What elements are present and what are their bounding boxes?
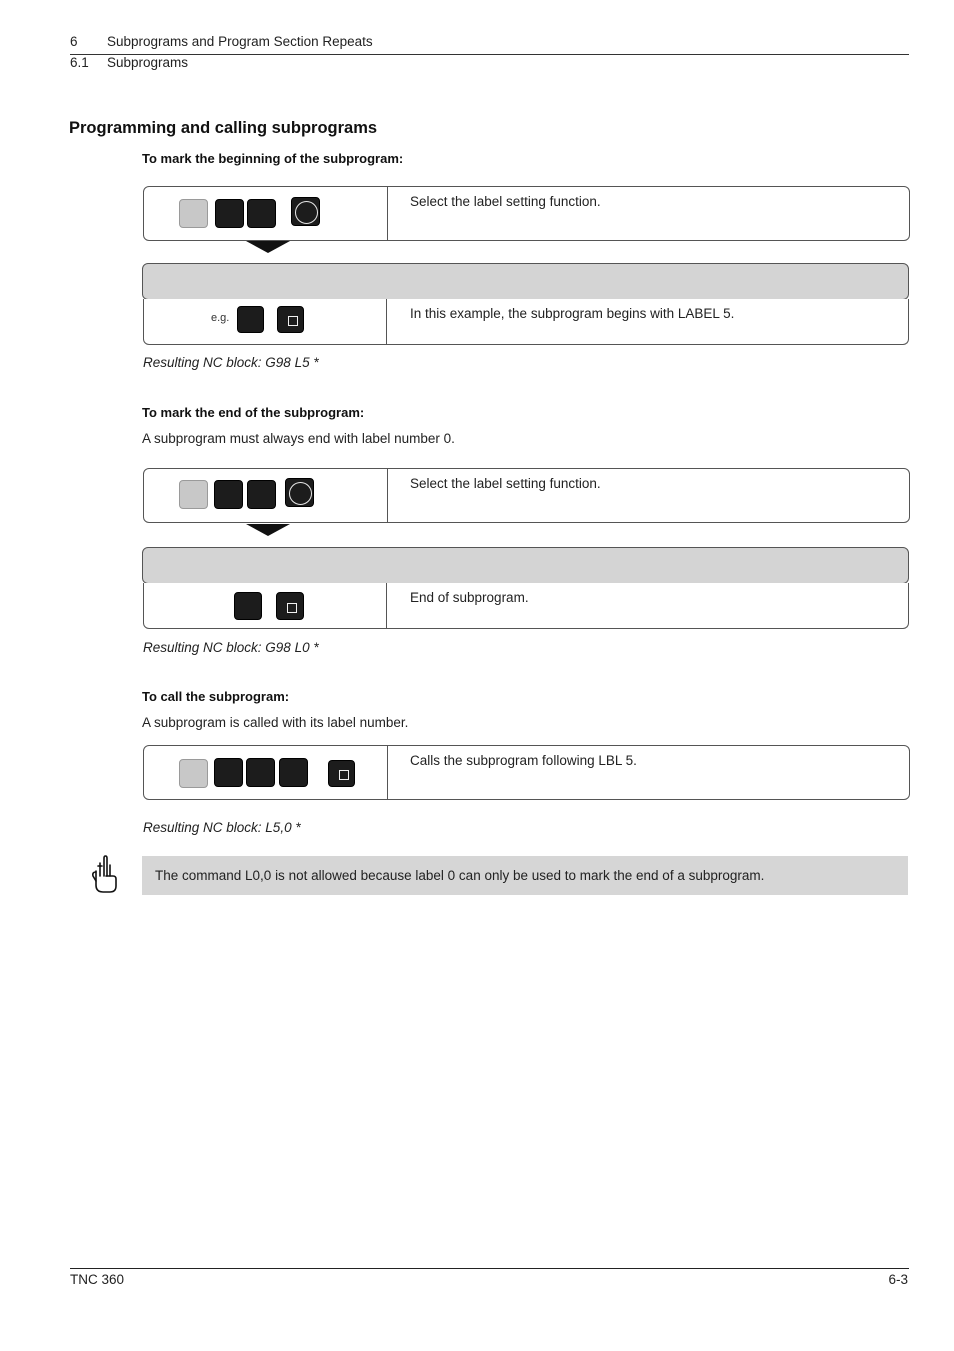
box-divider — [387, 187, 388, 240]
dark-key[interactable] — [279, 758, 308, 787]
note-box: The command L0,0 is not allowed because label 0 can only be used to mark the end of a subprogram. — [142, 856, 908, 895]
light-key[interactable] — [179, 199, 208, 228]
dark-key[interactable] — [214, 758, 243, 787]
resulting-block: Resulting NC block: G98 L0 * — [143, 640, 319, 655]
footer-product: TNC 360 — [70, 1272, 125, 1287]
page-title: Programming and calling subprograms — [69, 119, 378, 137]
dialog-bar — [142, 263, 909, 300]
dark-key[interactable] — [234, 592, 262, 620]
circle-key-icon[interactable] — [291, 197, 320, 226]
mark-end-heading: To mark the end of the subprogram: — [142, 405, 365, 420]
mark-begin-step1-box — [143, 186, 910, 241]
pointing-hand-icon — [88, 855, 120, 895]
circle-key-icon[interactable] — [285, 478, 314, 507]
dark-key[interactable] — [247, 199, 276, 228]
dialog-input-row — [143, 583, 909, 629]
section-number: 6.1 — [70, 55, 89, 70]
box-divider — [387, 469, 388, 522]
call-heading: To call the subprogram: — [142, 689, 290, 704]
chapter-number: 6 — [70, 34, 78, 49]
step-description: Select the label setting function. — [410, 194, 601, 209]
box-divider — [387, 746, 388, 799]
dialog-input-row — [143, 299, 909, 345]
page-number: 6-3 — [888, 1272, 908, 1287]
dark-key[interactable] — [247, 480, 276, 509]
section-title: Subprograms — [107, 55, 189, 70]
example-prefix: e.g. — [211, 312, 230, 324]
mark-end-step1-box — [143, 468, 910, 523]
box-divider — [386, 583, 387, 628]
box-divider — [386, 299, 387, 344]
enter-key-icon[interactable] — [276, 592, 304, 620]
header-rule — [70, 54, 909, 55]
chapter-title: Subprograms and Program Section Repeats — [107, 34, 373, 49]
mark-end-intro: A subprogram must always end with label number 0. — [142, 431, 455, 446]
step-description: Calls the subprogram following LBL 5. — [410, 753, 637, 768]
step-description: Select the label setting function. — [410, 476, 601, 491]
running-header-chapter — [70, 34, 373, 49]
dark-key[interactable] — [246, 758, 275, 787]
dialog-bar — [142, 547, 909, 584]
down-arrow-icon — [246, 524, 290, 536]
mark-begin-dialog-panel — [142, 263, 909, 346]
dark-key[interactable] — [214, 480, 243, 509]
call-intro: A subprogram is called with its label number. — [142, 715, 409, 730]
resulting-block: Resulting NC block: G98 L5 * — [143, 355, 319, 370]
mark-end-dialog-panel — [142, 547, 909, 630]
enter-key-icon[interactable] — [328, 760, 355, 787]
step-description: In this example, the subprogram begins with LABEL 5. — [410, 306, 735, 321]
footer-rule — [70, 1268, 909, 1269]
down-arrow-icon — [246, 241, 290, 253]
running-header-section — [70, 55, 188, 70]
light-key[interactable] — [179, 480, 208, 509]
call-step1-box — [143, 745, 910, 800]
light-key[interactable] — [179, 759, 208, 788]
step-description: End of subprogram. — [410, 590, 529, 605]
resulting-block: Resulting NC block: L5,0 * — [143, 820, 301, 835]
dark-key[interactable] — [215, 199, 244, 228]
mark-begin-heading: To mark the beginning of the subprogram: — [142, 151, 404, 166]
dark-key[interactable] — [237, 306, 264, 333]
enter-key-icon[interactable] — [277, 306, 304, 333]
